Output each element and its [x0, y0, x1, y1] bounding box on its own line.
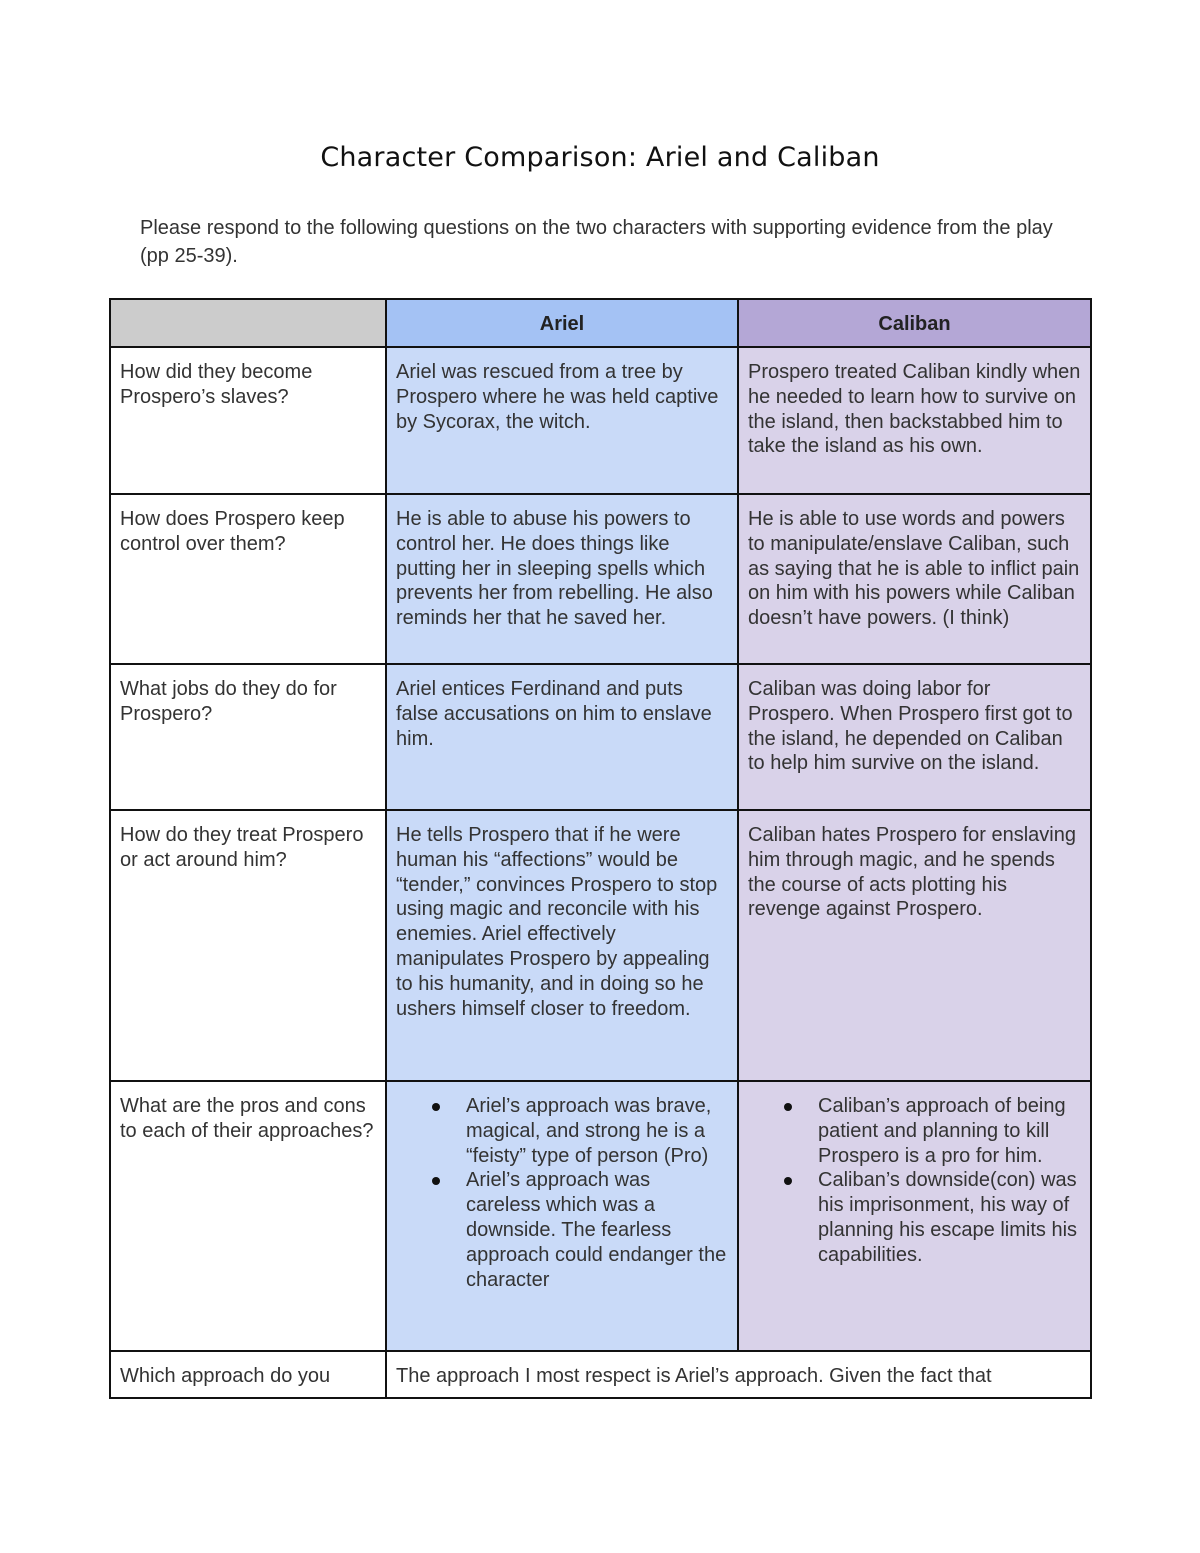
list-item	[466, 1094, 728, 1168]
table-row	[110, 664, 1091, 810]
page-title: Character Comparison: Ariel and Caliban	[320, 142, 880, 173]
ariel-answer-cell: Ariel was rescued from a tree by Prospero where he was held captive by Sycorax, the witch.	[386, 347, 738, 494]
question-cell: How did they become Prospero’s slaves?	[110, 347, 386, 494]
table-row	[110, 347, 1091, 494]
question-cell: Which approach do you	[110, 1351, 386, 1398]
question-cell: How do they treat Prospero or act around him?	[110, 810, 386, 1081]
ariel-answer-cell: He tells Prospero that if he were human his “affections” would be “tender,” convinces Prospero to stop using magic and reconcile with his enemies. Ariel effectively manipulates Prospero by appealing to his humanity, and in doing so he ushers himself closer to freedom.	[386, 810, 738, 1081]
caliban-bullet-list	[748, 1094, 1081, 1268]
header-cell-ariel: Ariel	[386, 299, 738, 347]
table-row	[110, 494, 1091, 664]
question-cell: What jobs do they do for Prospero?	[110, 664, 386, 810]
list-item-text: Caliban’s downside(con) was his imprisonment, his way of planning his escape limits his capabilities.	[818, 1169, 1078, 1266]
bullet-icon	[432, 1103, 440, 1111]
caliban-answer-cell: Caliban was doing labor for Prospero. When Prospero first got to the island, he depended on Caliban to help him survive on the island.	[738, 664, 1091, 810]
header-row	[110, 299, 1091, 347]
list-item	[466, 1168, 728, 1292]
table-row	[110, 1081, 1091, 1351]
list-item-text: Ariel’s approach was careless which was a downside. The fearless approach could endanger the character	[466, 1169, 727, 1291]
table-row	[110, 810, 1091, 1081]
ariel-bullet-list	[396, 1094, 728, 1292]
header-cell-caliban: Caliban	[738, 299, 1091, 347]
ariel-answer-cell: Ariel entices Ferdinand and puts false accusations on him to enslave him.	[386, 664, 738, 810]
comparison-table-container	[109, 298, 1090, 1399]
question-cell: How does Prospero keep control over them?	[110, 494, 386, 664]
caliban-answer-cell	[738, 1081, 1091, 1351]
bullet-icon	[784, 1103, 792, 1111]
ariel-answer-cell: He is able to abuse his powers to control her. He does things like putting her in sleeping spells which prevents her from rebelling. He also reminds her that he saved her.	[386, 494, 738, 664]
bullet-icon	[432, 1177, 440, 1185]
caliban-answer-cell: Caliban hates Prospero for enslaving him through magic, and he spends the course of acts plotting his revenge against Prospero.	[738, 810, 1091, 1081]
list-item-text: Caliban’s approach of being patient and planning to kill Prospero is a pro for him.	[818, 1095, 1066, 1167]
bullet-icon	[784, 1177, 792, 1185]
comparison-table	[109, 298, 1092, 1399]
caliban-answer-cell: He is able to use words and powers to manipulate/enslave Caliban, such as saying that he is able to inflict pain on him with his powers while Caliban doesn’t have powers. (I think)	[738, 494, 1091, 664]
table-row	[110, 1351, 1091, 1398]
list-item-text: Ariel’s approach was brave, magical, and strong he is a “feisty” type of person (Pro)	[466, 1095, 712, 1167]
list-item	[818, 1168, 1081, 1267]
answer-cell-merged: The approach I most respect is Ariel’s approach. Given the fact that	[386, 1351, 1091, 1398]
header-cell-blank	[110, 299, 386, 347]
list-item	[818, 1094, 1081, 1168]
question-cell: What are the pros and cons to each of their approaches?	[110, 1081, 386, 1351]
caliban-answer-cell: Prospero treated Caliban kindly when he needed to learn how to survive on the island, then backstabbed him to take the island as his own.	[738, 347, 1091, 494]
instructions-text: Please respond to the following questions on the two characters with supporting evidence from the play (pp 25-39).	[140, 217, 1053, 267]
ariel-answer-cell	[386, 1081, 738, 1351]
